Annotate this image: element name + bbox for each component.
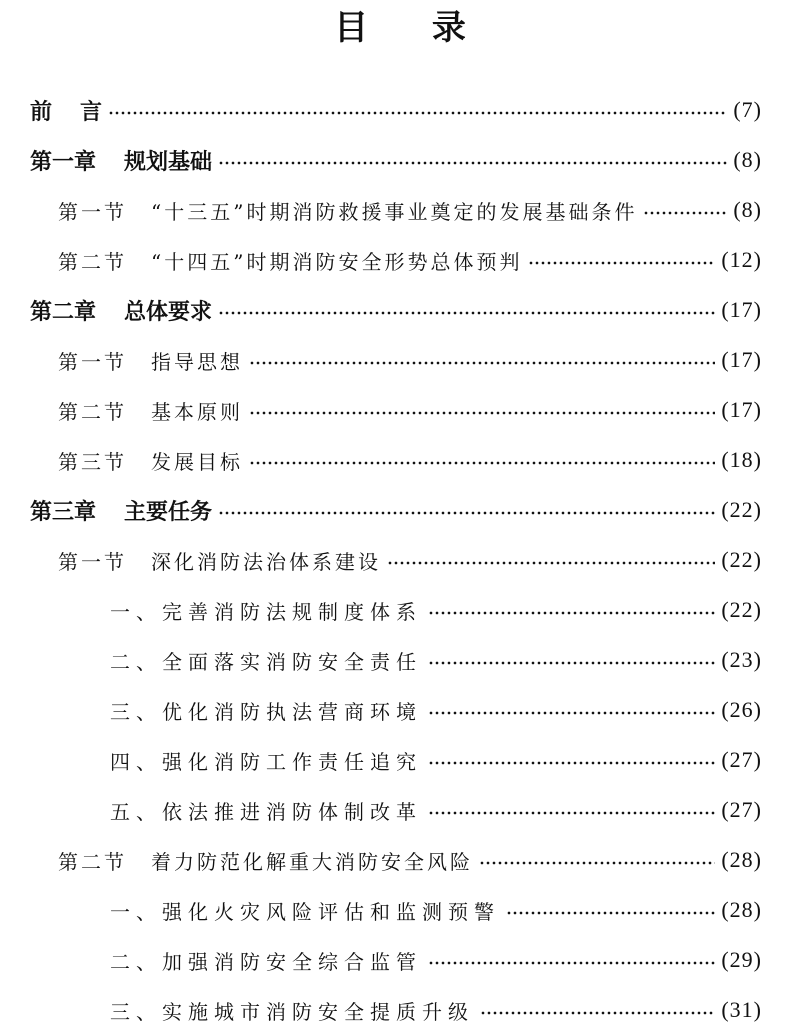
toc-entry-section[interactable] (0, 240, 800, 280)
dot-leader (428, 611, 715, 615)
entry-number: 二、 (110, 649, 162, 674)
toc-entry-chapter[interactable] (0, 290, 800, 330)
entry-page: (26) (721, 697, 762, 722)
entry-title: 完善消防法规制度体系 (162, 599, 422, 624)
entry-title: “十三五”时期消防救援事业奠定的发展基础条件 (151, 199, 638, 224)
entry-number: 一、 (110, 899, 162, 924)
dot-leader (428, 661, 715, 665)
entry-page: (22) (721, 597, 762, 622)
entry-title: “十四五”时期消防安全形势总体预判 (151, 249, 523, 274)
toc-entry-section[interactable] (0, 540, 800, 580)
entry-title: 基本原则 (151, 399, 243, 424)
dot-leader (506, 911, 715, 915)
dot-leader (428, 961, 715, 965)
entry-page: (22) (721, 547, 762, 572)
entry-number: 第三章 (30, 499, 97, 525)
entry-title: 言 (80, 99, 103, 125)
entry-page: (12) (721, 247, 762, 272)
entry-title: 优化消防执法营商环境 (162, 699, 422, 724)
entry-number: 第二节 (58, 849, 127, 874)
toc-entry-subsection[interactable] (0, 940, 800, 980)
toc-entry-subsection[interactable] (0, 790, 800, 830)
entry-page: (17) (721, 297, 762, 322)
entry-page: (22) (721, 497, 762, 522)
toc-entry-chapter[interactable] (0, 490, 800, 530)
entry-page: (17) (721, 397, 762, 422)
entry-page: (7) (733, 97, 762, 122)
entry-title: 着力防范化解重大消防安全风险 (151, 849, 473, 874)
entry-title: 全面落实消防安全责任 (162, 649, 422, 674)
toc-entry-section[interactable] (0, 340, 800, 380)
dot-leader (479, 861, 715, 865)
dot-leader (249, 461, 715, 465)
entry-title: 深化消防法治体系建设 (151, 549, 381, 574)
toc-entry-subsection[interactable] (0, 640, 800, 680)
dot-leader (218, 161, 727, 165)
entry-title: 发展目标 (151, 449, 243, 474)
entry-number: 三、 (110, 999, 162, 1024)
entry-number: 第三节 (58, 449, 127, 474)
dot-leader (249, 411, 715, 415)
entry-number: 第二节 (58, 399, 127, 424)
toc-entry-section[interactable] (0, 840, 800, 880)
toc-entry-preface[interactable] (0, 90, 800, 130)
toc-entry-subsection[interactable] (0, 740, 800, 780)
dot-leader (108, 111, 727, 115)
entry-title: 强化消防工作责任追究 (162, 749, 422, 774)
entry-page: (27) (721, 747, 762, 772)
dot-leader (218, 511, 715, 515)
dot-leader (428, 711, 715, 715)
entry-page: (18) (721, 447, 762, 472)
entry-title: 总体要求 (124, 299, 213, 325)
entry-title: 实施城市消防安全提质升级 (162, 999, 474, 1024)
entry-title: 依法推进消防体制改革 (162, 799, 422, 824)
toc-entry-section[interactable] (0, 390, 800, 430)
entry-number: 第一节 (58, 199, 127, 224)
toc-entry-subsection[interactable] (0, 690, 800, 730)
dot-leader (249, 361, 715, 365)
entry-number: 第二节 (58, 249, 127, 274)
entry-number: 第一章 (30, 149, 97, 175)
entry-page: (8) (733, 147, 762, 172)
entry-number: 第一节 (58, 349, 127, 374)
entry-title: 主要任务 (124, 499, 213, 525)
entry-page: (17) (721, 347, 762, 372)
entry-page: (28) (721, 897, 762, 922)
entry-page: (23) (721, 647, 762, 672)
entry-title: 规划基础 (124, 149, 213, 175)
entry-page: (27) (721, 797, 762, 822)
toc-entry-section[interactable] (0, 190, 800, 230)
page-title: 目 录 (334, 8, 492, 48)
dot-leader (428, 761, 715, 765)
entry-number: 一、 (110, 599, 162, 624)
entry-number: 四、 (110, 749, 162, 774)
entry-page: (29) (721, 947, 762, 972)
entry-number: 前 (30, 99, 53, 125)
dot-leader (428, 811, 715, 815)
dot-leader (528, 261, 715, 265)
dot-leader (387, 561, 715, 565)
dot-leader (480, 1011, 715, 1015)
toc-entry-subsection[interactable] (0, 890, 800, 930)
entry-number: 五、 (110, 799, 162, 824)
entry-number: 三、 (110, 699, 162, 724)
toc-entry-subsection[interactable] (0, 590, 800, 630)
toc-entry-chapter[interactable] (0, 140, 800, 180)
dot-leader (218, 311, 715, 315)
toc-entry-subsection[interactable] (0, 990, 800, 1030)
entry-page: (8) (733, 197, 762, 222)
dot-leader (643, 211, 727, 215)
entry-number: 第一节 (58, 549, 127, 574)
entry-title: 加强消防安全综合监管 (162, 949, 422, 974)
toc-entry-section[interactable] (0, 440, 800, 480)
entry-title: 指导思想 (151, 349, 243, 374)
entry-page: (28) (721, 847, 762, 872)
entry-number: 二、 (110, 949, 162, 974)
entry-number: 第二章 (30, 299, 97, 325)
entry-page: (31) (721, 997, 762, 1022)
entry-title: 强化火灾风险评估和监测预警 (162, 899, 500, 924)
